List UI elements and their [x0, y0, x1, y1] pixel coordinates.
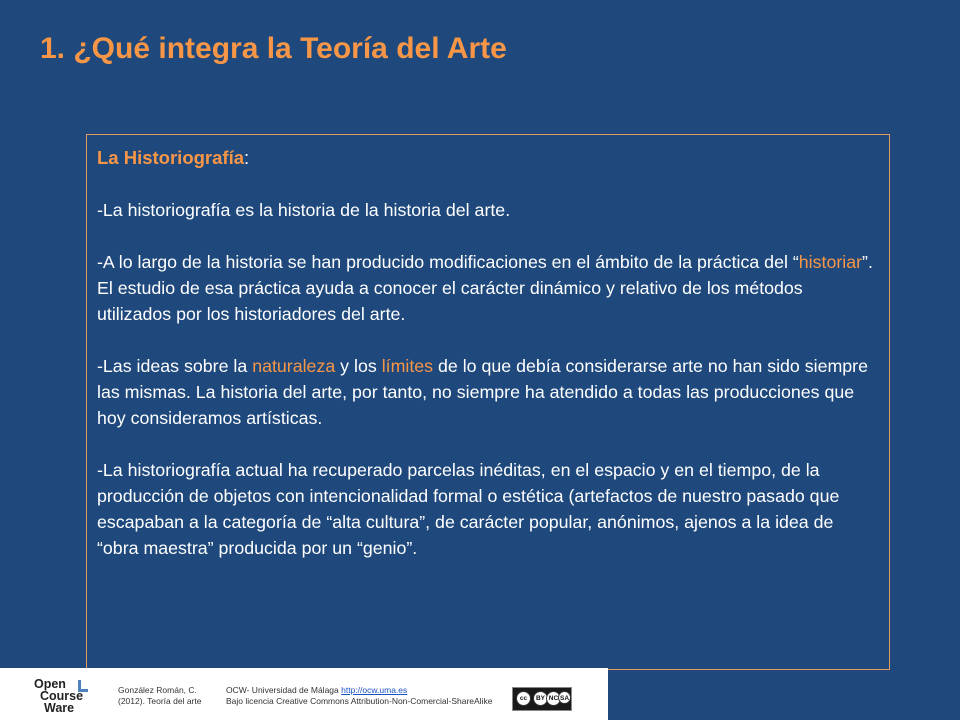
heading-term: La Historiografía: [97, 147, 244, 168]
content-box: [86, 134, 890, 670]
creative-commons-badge[interactable]: [512, 687, 572, 711]
footer-bar: [0, 668, 608, 720]
term-limites: límites: [381, 356, 434, 376]
institution-name: OCW- Universidad de Málaga: [226, 685, 342, 695]
section-heading: [97, 145, 875, 171]
slide-title: 1. ¿Qué integra la Teoría del Arte: [40, 32, 507, 65]
sa-icon: SA: [558, 691, 571, 704]
logo-word-open: Open: [34, 677, 66, 691]
p3-text-c: de lo que debía considerarse arte no han sido siempre las mismas. La historia del arte, por tanto, no siempre ha atendido a todas las producciones que hoy consideramos artísticas.: [97, 356, 868, 428]
heading-colon: :: [244, 147, 250, 168]
opencourseware-logo: [30, 678, 110, 720]
cc-icon: cc: [516, 691, 531, 706]
paragraph-historiar: [97, 249, 875, 327]
author-name: González Román, C.: [118, 685, 197, 695]
institution-line: [226, 685, 492, 696]
p2-text-a: -A lo largo de la historia se han producido modificaciones en el ámbito de la práctica del “: [97, 252, 799, 272]
logo-mark-icon: [78, 680, 88, 692]
paragraph-current-historiography: -La historiografía actual ha recuperado parcelas inéditas, en el espacio y en el tiempo, de la producción de objetos con intencionalidad formal o estética (artefactos de nuestro pasado que escapaban a la categoría de “alta cultura”, de carácter popular, anónimos, ajenos a la idea de “obra maestra” producida por un “genio”.: [97, 460, 840, 558]
ocw-link[interactable]: http://ocw.uma.es: [341, 685, 408, 695]
term-naturaleza: naturaleza: [252, 356, 336, 376]
paragraph-ideas: [97, 353, 875, 431]
nc-icon: NC: [546, 691, 561, 706]
license-text: Bajo licencia Creative Commons Attribution-Non-Comercial-ShareAlike: [226, 696, 493, 706]
author-year-title: (2012). Teoría del arte: [118, 696, 202, 706]
paragraph-definition: -La historiografía es la historia de la historia del arte.: [97, 200, 511, 220]
p3-text-a: -Las ideas sobre la: [97, 356, 253, 376]
term-historiar: historiar: [798, 252, 863, 272]
p2-text-b: ”. El estudio de esa práctica ayuda a conocer el carácter dinámico y relativo de los métodos utilizados por los historiadores del arte.: [97, 252, 873, 324]
author-citation: [118, 685, 201, 707]
p3-text-b: y los: [335, 356, 382, 376]
by-icon: BY: [533, 691, 548, 706]
logo-word-course: Course: [40, 689, 84, 703]
institution-info: [226, 685, 492, 707]
logo-word-ware: Ware: [44, 701, 75, 715]
